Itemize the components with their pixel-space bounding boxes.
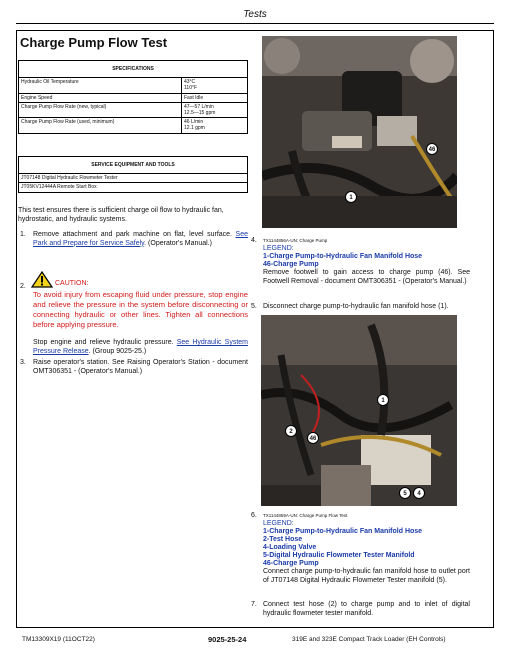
park-prepare-link[interactable]: See Park and Prepare for Service Safely xyxy=(33,231,248,247)
spec-label: Hydraulic Oil Temperature xyxy=(19,78,182,93)
table-row xyxy=(19,102,248,117)
table-row xyxy=(19,118,248,133)
page-header-title: Tests xyxy=(243,9,267,20)
flow-test-photo-drawing xyxy=(261,315,457,506)
table-row xyxy=(19,183,248,192)
step-5-text: Disconnect charge pump-to-hydraulic fan manifold hose (1). xyxy=(263,303,449,310)
specifications-table xyxy=(18,60,248,134)
callout-5: 5 xyxy=(399,487,411,499)
callout-4: 4 xyxy=(413,487,425,499)
intro-text: This test ensures there is sufficient charge oil flow to hydraulic fan, hydrostatic, and hydraulic systems. xyxy=(18,207,224,223)
callout-46: 46 xyxy=(426,143,438,155)
step-number: 5. xyxy=(251,303,257,310)
step-number: 4. xyxy=(251,237,257,244)
step-number: 7. xyxy=(251,601,257,608)
tool-item: JT07148 Digital Hydraulic Flowmeter Tester xyxy=(19,174,248,183)
step-number: 6. xyxy=(251,512,257,519)
service-equipment-table xyxy=(18,156,248,193)
footer-machine: 319E and 323E Compact Track Loader (EH Controls) xyxy=(292,636,446,643)
spec-value: 47—57 L/min 12.5—15 gpm xyxy=(182,102,248,117)
legend-item: 46-Charge Pump xyxy=(263,560,319,567)
table-row xyxy=(19,174,248,183)
step-4-text: Remove footwell to gain access to charge pump (46). See Footwell Removal - document OMT306351 - (Operator's Manual.) xyxy=(263,269,470,285)
callout-1: 1 xyxy=(345,191,357,203)
photo-caption-1: TX1144856A-UN: Charge Pump xyxy=(263,238,328,243)
step-6-text: Connect charge pump-to-hydraulic fan manifold hose to outlet port of JT07148 Digital Hydraulic Flowmeter Tester manifold (5). xyxy=(263,568,470,584)
step-number: 1. xyxy=(20,231,26,238)
charge-pump-photo-drawing xyxy=(262,36,457,228)
step-number: 3. xyxy=(20,359,26,366)
photo-caption-2: TX1144859A-UN: Charge Pump Flow Test xyxy=(263,513,348,518)
callout-46: 46 xyxy=(307,432,319,444)
caution-icon xyxy=(31,271,53,288)
legend-title-1: LEGEND: xyxy=(263,245,294,252)
table-row xyxy=(19,93,248,102)
legend-item: 46-Charge Pump xyxy=(263,261,319,268)
spec-value: Fast Idle xyxy=(182,93,248,102)
section-title: Charge Pump Flow Test xyxy=(20,35,168,50)
legend-item: 2-Test Hose xyxy=(263,536,303,543)
step-1: Remove attachment and park machine on flat, level surface. See Park and Prepare for Service Safely. (Operator's Manual.) xyxy=(33,231,248,247)
table-row xyxy=(19,78,248,93)
step-7-text: Connect test hose (2) to charge pump and to inlet of digital hydraulic flowmeter tester manifold. xyxy=(263,601,470,617)
spec-label: Charge Pump Flow Rate (new, typical) xyxy=(19,102,182,117)
legend-item: 1-Charge Pump-to-Hydraulic Fan Manifold Hose xyxy=(263,253,423,260)
footer-page-number: 9025-25-24 xyxy=(208,635,247,644)
tool-item: JT05KV12444A Remote Start Box xyxy=(19,183,248,192)
specifications-heading: SPECIFICATIONS xyxy=(19,61,248,78)
spec-value: 46 L/min 12.1 gpm xyxy=(182,118,248,133)
step-3-text: Raise operator's station. See Raising Operator's Station - document OMT306351 - (Operator's Manual.) xyxy=(33,359,248,375)
legend-item: 4-Loading Valve xyxy=(263,544,317,551)
footer-doc-id: TM13309X19 (11OCT22) xyxy=(22,636,95,643)
tools-heading: SERVICE EQUIPMENT AND TOOLS xyxy=(19,157,248,174)
pressure-release-link[interactable]: See Hydraulic System Pressure Release xyxy=(33,339,248,355)
charge-pump-photo xyxy=(262,36,457,228)
legend-item: 5-Digital Hydraulic Flowmeter Tester Manifold xyxy=(263,552,415,559)
spec-label: Charge Pump Flow Rate (used, minimum) xyxy=(19,118,182,133)
flow-test-photo xyxy=(261,315,457,506)
spec-value: 43°C 110°F xyxy=(182,78,248,93)
header-rule xyxy=(16,23,494,24)
caution-text: To avoid injury from escaping fluid under pressure, stop engine and relieve the pressure in the system before disconnecting or connecting hydraulic or other lines. Tighten all connections before applying pressure. xyxy=(33,290,248,329)
spec-label: Engine Speed xyxy=(19,93,182,102)
callout-2: 2 xyxy=(285,425,297,437)
legend-title-2: LEGEND: xyxy=(263,520,294,527)
callout-1: 1 xyxy=(377,394,389,406)
step-2-text: Stop engine and relieve hydraulic pressure. See Hydraulic System Pressure Release. (Group 9025-25.) xyxy=(33,339,248,355)
caution-label: CAUTION: xyxy=(55,280,89,287)
legend-item: 1-Charge Pump-to-Hydraulic Fan Manifold Hose xyxy=(263,528,423,535)
step-number: 2. xyxy=(20,283,26,290)
